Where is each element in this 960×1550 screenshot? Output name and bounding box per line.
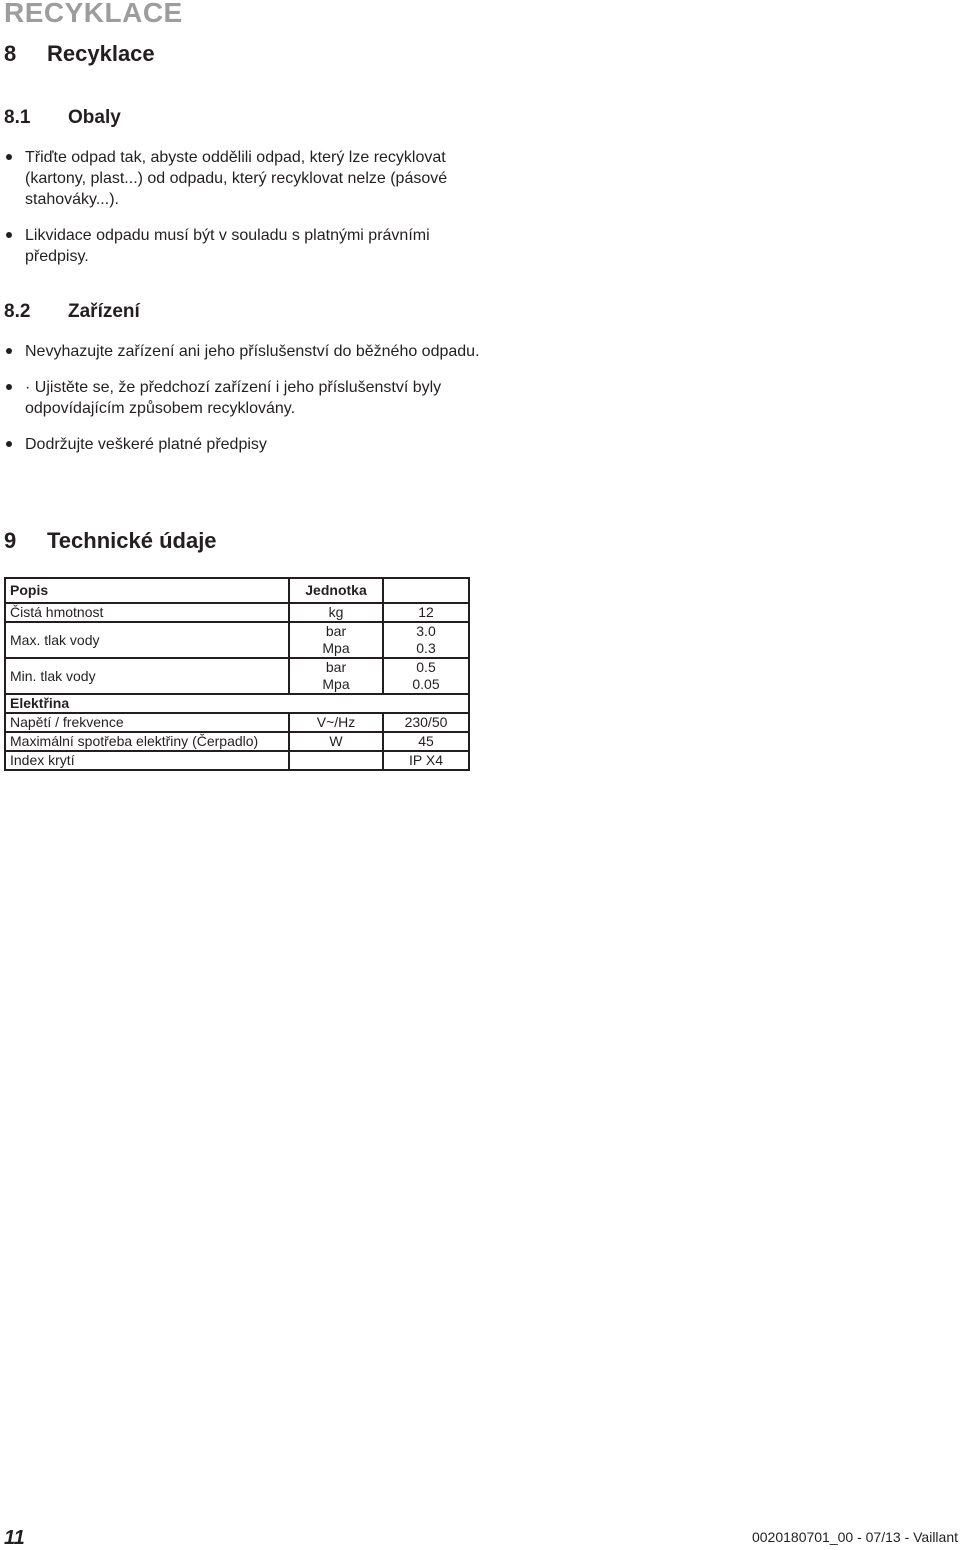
technical-data-table [4,577,470,771]
row-group-label: Elektřina [5,694,469,713]
row-value: IP X4 [383,751,469,770]
row-unit: V~/Hz [289,713,383,732]
header-popis: Popis [5,578,289,603]
row-label: Max. tlak vody [5,622,289,658]
section-title: Zařízení [68,301,140,322]
list-item: Třiďte odpad tak, abyste oddělili odpad, který lze recyklovat (kartony, plast...) od odpadu, který recyklovat nelze (pásové stahováky...). [0,147,480,210]
row-value: 3.0 [383,622,469,640]
row-label: Min. tlak vody [5,658,289,694]
row-unit: Mpa [289,676,383,694]
section-title: Technické údaje [47,528,217,553]
list-item: · Ujistěte se, že předchozí zařízení i jeho příslušenství byly odpovídajícím způsobem recyklovány. [0,377,480,419]
table-row [5,622,469,640]
row-value: 230/50 [383,713,469,732]
row-value: 0.3 [383,640,469,658]
table-row [5,751,469,770]
table-header-row [5,578,469,603]
row-value: 0.5 [383,658,469,676]
table-row [5,658,469,676]
row-label: Maximální spotřeba elektřiny (Čerpadlo) [5,732,289,751]
section-number: 8.2 [4,301,31,322]
section-title: Recyklace [47,41,155,66]
list-item: Dodržujte veškeré platné předpisy [0,434,480,455]
row-value: 12 [383,603,469,622]
section-8-2-list [0,341,480,470]
table-row [5,713,469,732]
section-number: 8.1 [4,107,31,128]
section-8-1-heading [4,107,121,129]
header-jednotka: Jednotka [289,578,383,603]
section-8-2-heading [4,301,140,323]
row-unit: Mpa [289,640,383,658]
section-title: Obaly [68,107,121,128]
table-row [5,694,469,713]
section-8-heading [4,41,155,67]
list-item: Likvidace odpadu musí být v souladu s platnými právními předpisy. [0,225,480,267]
running-head: RECYKLACE [4,0,183,28]
table-row [5,732,469,751]
row-label: Čistá hmotnost [5,603,289,622]
header-value [383,578,469,603]
section-9-heading [4,528,217,554]
row-unit: W [289,732,383,751]
row-unit: bar [289,622,383,640]
section-8-1-list [0,147,480,282]
section-number: 9 [4,528,17,553]
list-item: Nevyhazujte zařízení ani jeho příslušenství do běžného odpadu. [0,341,480,362]
table-row [5,603,469,622]
section-number: 8 [4,41,17,66]
row-label: Napětí / frekvence [5,713,289,732]
row-label: Index krytí [5,751,289,770]
row-unit: kg [289,603,383,622]
page-number: 11 [4,1527,25,1549]
document-reference: 0020180701_00 - 07/13 - Vaillant [751,1529,958,1545]
row-unit: bar [289,658,383,676]
row-value: 45 [383,732,469,751]
row-value: 0.05 [383,676,469,694]
row-unit [289,751,383,770]
